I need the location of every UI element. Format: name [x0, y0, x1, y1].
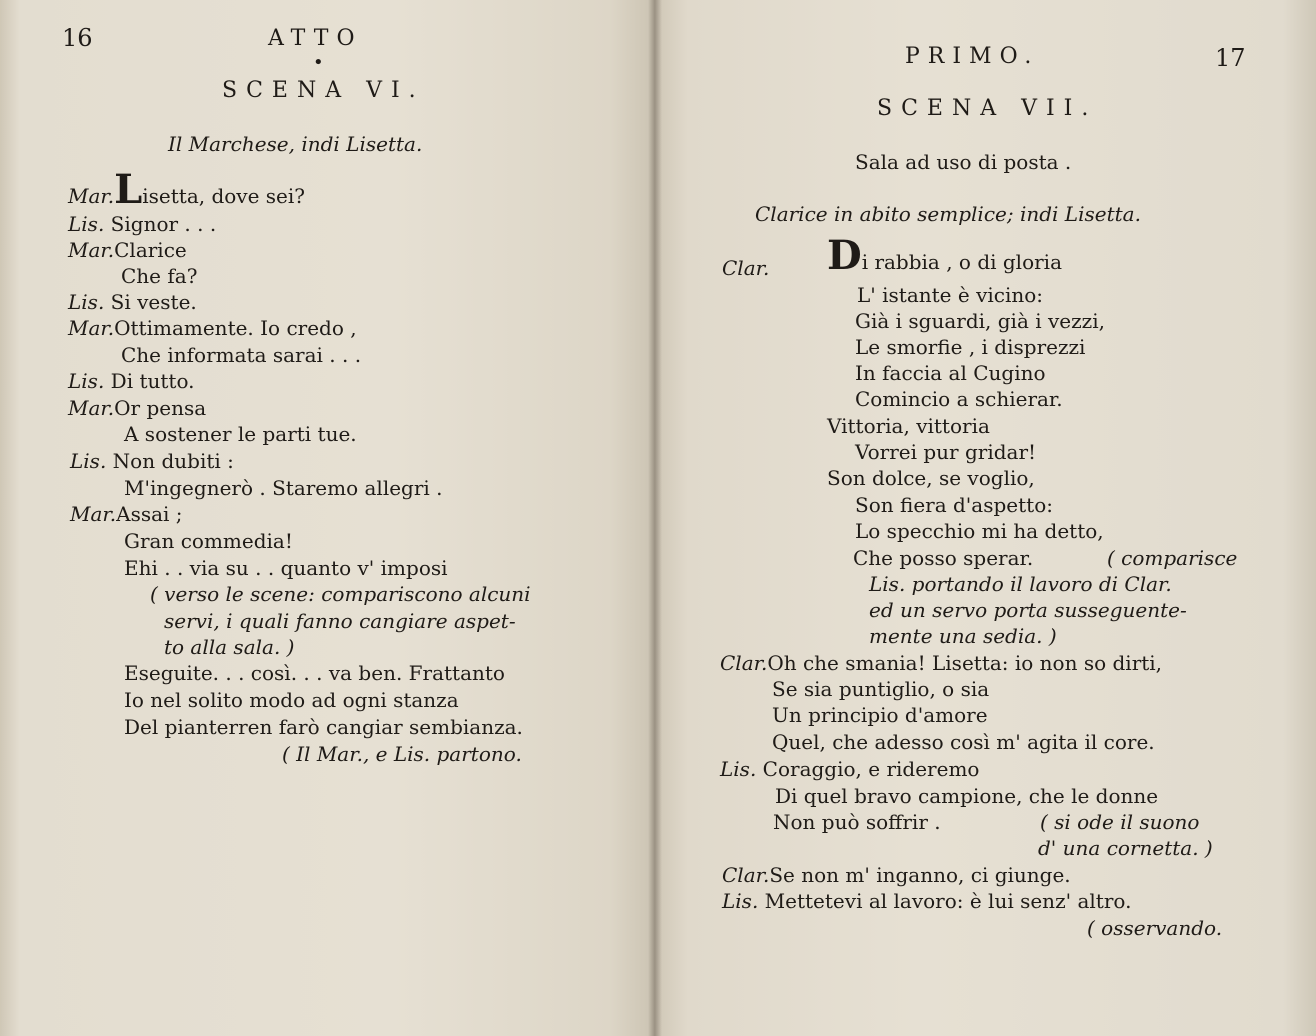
stage-direction: Lis. portando il lavoro di Clar. [869, 572, 1172, 596]
dialogue-line: Non può soffrir . [773, 810, 941, 834]
line-text: Ehi . . via su . . quanto v' imposi [124, 556, 448, 580]
line-text: Se non m' inganno, ci giunge. [769, 863, 1071, 887]
line-text: Del pianterren farò cangiar sembianza. [124, 715, 523, 739]
stage-direction: ed un servo porta susseguente- [869, 598, 1187, 622]
dialogue-line: Comincio a schierar. [855, 387, 1063, 411]
speaker-label: Clar. [720, 651, 768, 675]
dialogue-line [722, 889, 1131, 913]
dialogue-line: Son dolce, se voglio, [827, 466, 1035, 490]
line-text: Signor . . . [110, 212, 217, 236]
dialogue-line [68, 316, 357, 340]
line-text: Io nel solito modo ad ogni stanza [124, 688, 459, 712]
stage-direction: ( osservando. [1087, 916, 1223, 940]
page-number: 16 [62, 24, 93, 52]
speaker-label: Lis. [68, 212, 105, 236]
line-text: Si veste. [110, 290, 197, 314]
running-head: ATTO [268, 26, 363, 51]
stage-direction: ( Il Mar., e Lis. partono. [282, 742, 522, 766]
line-text: Che fa? [121, 264, 198, 288]
dialogue-line [124, 529, 293, 553]
dialogue-line: Già i sguardi, già i vezzi, [855, 309, 1105, 333]
line-text: Di tutto. [110, 369, 195, 393]
dialogue-line: Se sia puntiglio, o sia [772, 677, 990, 701]
dialogue-line [70, 502, 183, 526]
line-text: Clarice [114, 238, 187, 262]
line-text: Oh che smania! Lisetta: io non so dirti, [767, 651, 1163, 675]
running-head: PRIMO. [905, 44, 1040, 69]
stage-direction: mente una sedia. ) [869, 624, 1057, 648]
dialogue-line [121, 343, 361, 367]
dialogue-line [124, 715, 523, 739]
line-text: Ottimamente. Io credo , [114, 316, 357, 340]
line-text: A sostener le parti tue. [124, 422, 357, 446]
line-text: Assai ; [116, 502, 183, 526]
line-text: i rabbia , o di gloria [861, 250, 1062, 274]
dialogue-line [722, 863, 1071, 887]
scene-title: SCENA VII. [877, 96, 1098, 121]
stage-direction: to alla sala. ) [164, 635, 295, 659]
speaker-label: Lis. [722, 889, 759, 913]
speaker-label: Lis. [720, 757, 757, 781]
line-text: Mettetevi al lavoro: è lui senz' altro. [764, 889, 1132, 913]
dialogue-line [70, 449, 234, 473]
dialogue-line [121, 264, 197, 288]
line-text: Non dubiti : [112, 449, 234, 473]
dialogue-line [124, 556, 448, 580]
line-text: Eseguite. . . così. . . va ben. Frattanto [124, 661, 505, 685]
dialogue-line [68, 396, 206, 420]
scene-title: SCENA VI. [222, 78, 425, 103]
dialogue-line: Le smorfie , i disprezzi [855, 335, 1086, 359]
dialogue-line [68, 212, 216, 236]
speaker-label: Mar. [68, 316, 115, 340]
ornament-dot: • [313, 52, 324, 73]
dialogue-line: Son fiera d'aspetto: [855, 493, 1053, 517]
speaker-label: Clar. [722, 863, 770, 887]
dialogue-line [68, 166, 306, 213]
speaker-label: Mar. [68, 184, 115, 208]
dialogue-line: Di quel bravo campione, che le donne [775, 784, 1159, 808]
left-page [0, 0, 655, 1036]
page-number: 17 [1215, 44, 1246, 72]
dialogue-line: Vorrei pur gridar! [855, 440, 1037, 464]
drop-cap: L [114, 166, 143, 213]
dialogue-line [124, 661, 505, 685]
dialogue-line [124, 422, 357, 446]
dialogue-line: Lo specchio mi ha detto, [855, 519, 1104, 543]
dialogue-line [720, 757, 979, 781]
speaker-label: Lis. [68, 369, 105, 393]
stage-direction: ( verso le scene: compariscono alcuni [150, 582, 531, 606]
dialogue-line: L' istante è vicino: [857, 283, 1044, 307]
dialogue-line: In faccia al Cugino [855, 361, 1046, 385]
line-text: Gran commedia! [124, 529, 293, 553]
right-page [655, 0, 1316, 1036]
characters-line: Clarice in abito semplice; indi Lisetta. [755, 202, 1141, 226]
dialogue-line [720, 651, 1162, 675]
dialogue-line: Un principio d'amore [772, 703, 988, 727]
stage-direction: d' una cornetta. ) [1038, 836, 1213, 860]
characters-line: Il Marchese, indi Lisetta. [168, 132, 423, 156]
setting-line: Sala ad uso di posta . [855, 150, 1072, 174]
dialogue-line: Vittoria, vittoria [827, 414, 990, 438]
line-text: Coraggio, e rideremo [762, 757, 980, 781]
speaker-label: Mar. [68, 396, 115, 420]
stage-direction: servi, i quali fanno cangiare aspet- [164, 609, 516, 633]
book-gutter [648, 0, 662, 1036]
drop-cap: D [827, 232, 862, 279]
stage-direction: ( comparisce [1107, 546, 1238, 570]
dialogue-line [853, 546, 1033, 570]
line-text: isetta, dove sei? [142, 184, 306, 208]
dialogue-line [124, 476, 443, 500]
line-text: M'ingegnerò . Staremo allegri . [124, 476, 443, 500]
dialogue-line [68, 290, 197, 314]
speaker-label: Mar. [68, 238, 115, 262]
line-text: Che posso sperar. [853, 546, 1034, 570]
speaker-label: Clar. [722, 256, 770, 280]
dialogue-line [68, 238, 187, 262]
stage-direction: ( si ode il suono [1040, 810, 1200, 834]
speaker-label: Lis. [68, 290, 105, 314]
line-text: Or pensa [114, 396, 207, 420]
speaker-label: Lis. [70, 449, 107, 473]
line-text: Che informata sarai . . . [121, 343, 362, 367]
dialogue-line [68, 369, 195, 393]
dialogue-line [124, 688, 459, 712]
dialogue-line: Quel, che adesso così m' agita il core. [772, 730, 1155, 754]
dialogue-line [827, 232, 1062, 279]
speaker-label: Mar. [70, 502, 117, 526]
